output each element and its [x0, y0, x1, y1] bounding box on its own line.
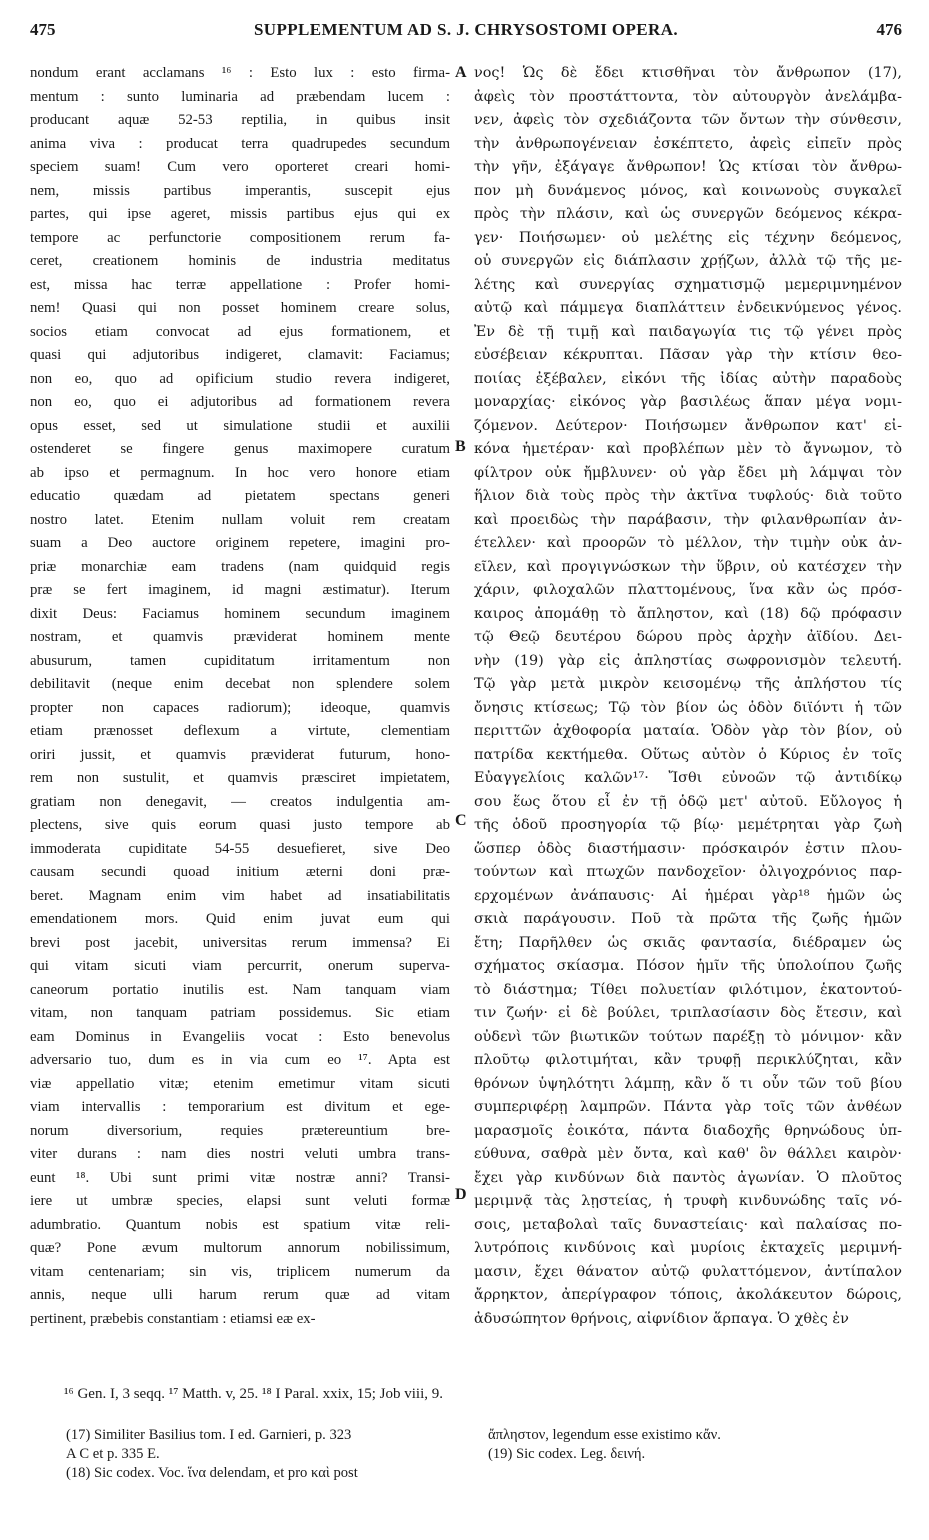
- latin-text-line: partes, qui ipse ageret, missis partibus ejus qui ex: [30, 206, 450, 222]
- critical-notes-left: [66, 1426, 466, 1483]
- note-line: (18) Sic codex. Voc. ἵνα delendam, et pro καὶ post: [66, 1465, 358, 1481]
- latin-text-line: gratiam non denegavit, — creatos indulgentia am-: [30, 793, 450, 810]
- greek-text-line: ποιίας ἐξέβαλεν, εἰκόνι τῆς ἰδίας αὐτὴν παραδοὺς: [474, 370, 902, 387]
- greek-text-line: πλοῦτῳ φιλοτιμήται, κἂν τρυφῇ περικλύζηται, κἂν: [474, 1052, 902, 1068]
- latin-text-line: opus esset, sed ut simulatione studii et auxilii: [30, 417, 450, 434]
- greek-text-line: ἀδυσώπητον θρήνοις, αἰφνίδιον ἅρπαγα. Ὁ χθὲς ἐν: [474, 1310, 849, 1327]
- latin-text-line: pertinent, præbebis constantiam : etiamsi eæ ex-: [30, 1310, 316, 1327]
- latin-text-line: socios etiam convocat ad ejus formationem, et: [30, 323, 450, 340]
- note-line: (17) Similiter Basilius tom. I ed. Garnieri, p. 323: [66, 1427, 352, 1443]
- latin-text-line: viæ appellatio vitæ; etenim emetimur vitam sicuti: [30, 1075, 450, 1092]
- latin-text-line: adversario tuo, dum es in via cum eo ¹⁷. Apta est: [30, 1052, 450, 1068]
- greek-text-line: μαρασμοῖς ἐοικότα, πάντα διαδοχῆς θρηνώδους ὑπ-: [474, 1122, 902, 1139]
- running-title: SUPPLEMENTUM AD S. J. CHRYSOSTOMI OPERA.: [253, 20, 679, 39]
- latin-text-line: beret. Magnam enim vim habet ad insatiabilitatis: [30, 887, 450, 904]
- latin-text-line: viter durans : nam dies nostri veluti umbra trans-: [30, 1146, 450, 1162]
- latin-text-line: propter non capaces radiorum); ideoque, quamvis: [30, 699, 450, 716]
- latin-text-line: nem! Quasi qui non posset hominem creare solus,: [30, 300, 450, 316]
- greek-text-line: ζόμενον. Δεύτερον· Ποιήσωμεν ἄνθρωπον κατ' εἰ-: [474, 417, 902, 434]
- greek-text-line: καὶ προειδὼς τὴν παράβασιν, τὴν φιλανθρωπίαν ἀν-: [474, 511, 902, 528]
- latin-text-line: priæ monarchiæ eam tradens (nam quidquid regis: [30, 558, 450, 575]
- latin-text-line: est, missa hac terræ appellatione : Profer homi-: [30, 276, 450, 293]
- greek-text-line: ἔχει γὰρ κινδύνων διὰ παντὸς ἀγωνίαν. Ὁ πλοῦτος: [474, 1169, 902, 1186]
- greek-text-line: τούντων καὶ πτωχῶν πανδοχεῖον· ὀλιγοχρόνιος παρ-: [474, 864, 902, 880]
- greek-text-line: εύθυνα, σαθρὰ μὲν ὄντα, καὶ καθ' ὃν θάλλει καιρὸν·: [474, 1146, 902, 1162]
- latin-text-line: educatio quædam ad pietatem spectans generi: [30, 488, 450, 504]
- greek-text-line: μασιν, ἔχει θάνατον αὐτῷ φυλαττόμενον, ἀντίπαλον: [474, 1263, 902, 1280]
- latin-text-line: nostram, et quamvis præviderat hominem mente: [30, 629, 450, 645]
- critical-notes-right: [488, 1426, 898, 1464]
- greek-text-line: χάριν, φιλοχαλῶν πλαττομένους, ἵνα κἂν ὡς πρόσ-: [474, 582, 902, 598]
- latin-text-line: nem, missis partibus imperantis, suscepit ejus: [30, 182, 450, 199]
- greek-text-line: σχήματος σκίασμα. Πόσον ἡμῖν τῆς ὑπολοίπου ζωῆς: [474, 958, 902, 974]
- page-number-right: 476: [876, 20, 902, 39]
- latin-text-line: brevi post jacebit, universitas rerum immensa? Ei: [30, 934, 450, 951]
- latin-text-line: vitam, non tanquam patriam possidemus. Sic etiam: [30, 1005, 450, 1021]
- greek-text-line: τὴν ἀνθρωπογένειαν ἐσκέπτετο, ἀφεὶς εἰπεῖν πρὸς: [474, 135, 902, 152]
- page-number-left: 475: [30, 20, 56, 39]
- greek-text-line: συμπεριφέρῃ λαμπρῶν. Πάντα γὰρ τοῖς τῶν ἀνθέων: [474, 1099, 902, 1115]
- greek-text-line: πατρίδα κεκτήμεθα. Οὕτως αὐτὸν ὁ Κύριος ἐν τοῖς: [474, 746, 902, 763]
- latin-text-line: mentum : sunto luminaria ad præbendam lucem :: [30, 88, 450, 105]
- greek-text-line: εὐσέβειαν κέκρυπται. Πᾶσαν γὰρ τὴν κτίσιν θεο-: [474, 347, 902, 363]
- greek-text-line: πον μὴ δυνάμενος μόνος, καὶ κοινωνοὺς συγκαλεῖ: [474, 182, 902, 199]
- latin-text-line: adumbratio. Quantum nobis est spatium vitæ reli-: [30, 1216, 450, 1233]
- greek-text-line: νὴν (19) γὰρ εἰς ἀπληστίας σωφρονισμὸν τελευτή.: [474, 652, 902, 669]
- greek-text-line: νος! Ὡς δὲ ἔδει κτισθῆναι τὸν ἄνθρωπον (17),: [474, 65, 902, 81]
- latin-text-line: suam a Deo auctore originem repetere, imagini pro-: [30, 535, 450, 551]
- latin-text-line: producant aquæ 52-53 reptilia, in quibus insit: [30, 112, 450, 128]
- latin-text-line: annis, neque ulli harum rerum quæ ad vitam: [30, 1287, 450, 1303]
- latin-text-line: qui vitam sicuti viam percurrit, onerum superva-: [30, 958, 450, 974]
- latin-text-line: præ se fert imaginem, id magni æstimatur). Iterum: [30, 582, 450, 598]
- greek-text-line: σκιὰ παράγουσιν. Ποῦ τὰ πρῶτα τῆς ζωῆς ἡμῶν: [474, 911, 902, 927]
- note-line: ἄπληστον, legendum esse existimo κἄν.: [488, 1427, 721, 1443]
- latin-text-line: emendationem mors. Quid enim juvat eum qui: [30, 911, 450, 927]
- latin-text-line: ab ipso et permagnum. In hoc vero honore etiam: [30, 464, 450, 481]
- latin-column: [30, 62, 450, 1358]
- note-line: A C et p. 335 E.: [66, 1446, 160, 1462]
- latin-text-line: ostenderet se fingere genus maximopere curatum: [30, 441, 450, 457]
- greek-text-line: φίλτρον οὐκ ἤμβλυνεν· οὐ γὰρ ἔδει μὴ λάμψαι τὸν: [474, 464, 902, 481]
- latin-text-line: speciem suam! Cum vero oporteret creari homi-: [30, 159, 450, 175]
- greek-text-line: έτελλεν· καὶ προορῶν τὸ μέλλον, τὴν τιμὴν οὐκ ἀν-: [474, 535, 902, 551]
- note-line: (19) Sic codex. Leg. δεινή.: [488, 1446, 646, 1462]
- greek-text-line: τιν ζωήν· εἰ δὲ βούλει, τριπλασίασιν δὸς ἔτεσιν, καὶ: [474, 1005, 902, 1021]
- greek-text-line: ἄρρηκτον, ἀπερίγραφον τόποις, ἀκολάκευτον δώροις,: [474, 1287, 902, 1303]
- greek-text-line: μοναρχίας· εἰκόνος γὰρ βασιλέως ἅπαν μέγα νομι-: [474, 394, 902, 410]
- latin-text-line: caneorum portatio inutilis est. Nam tanquam viam: [30, 981, 450, 998]
- latin-text-line: ceret, creationem hominis de industria meditatus: [30, 253, 450, 269]
- latin-text-line: tempore ac perfunctorie compositionem rerum fa-: [30, 229, 450, 246]
- latin-text-line: norum diversorium, requies prætereuntium bre-: [30, 1122, 450, 1139]
- greek-text-line: λυτρόποις κινδύνοις καὶ μυρίοις ἐκταχεῖς μεριμνή-: [474, 1240, 902, 1256]
- latin-text-line: nostro latet. Etenim nullam voluit rem creatam: [30, 511, 450, 528]
- latin-text-line: viam intervallis : temporarium est divitum et ege-: [30, 1099, 450, 1115]
- latin-text-line: quasi qui adjutoribus indigeret, clamavit: Faciamus;: [30, 347, 450, 363]
- greek-text-line: νεν, ἀφεὶς τὸν σχεδιάζοντα τῶν ὄντων τὴν σύνθεσιν,: [474, 112, 902, 128]
- latin-text-line: plectens, sive quis eorum quasi justo tempore ab: [30, 817, 450, 833]
- greek-text-line: πρὸς τὴν πλάσιν, καὶ ὡς συνεργῶν δεόμενος κέκρα-: [474, 206, 902, 222]
- greek-text-line: μεριμνᾷ τὰς λῃστείας, ἡ τρυφὴ κινδυνώδης ταῖς νό-: [474, 1193, 902, 1209]
- greek-text-line: λέτης καὶ συνεργίας σχηματισμῷ μεμεριμνημένον: [474, 276, 902, 293]
- greek-column: [474, 62, 902, 1358]
- latin-text-line: non eo, quo ei adjutoribus ad formationem revera: [30, 394, 450, 410]
- greek-text-line: καιρος ἀπομάθῃ τὸ ἄπληστον, καὶ (18) δῷ πρόφασιν: [474, 605, 902, 622]
- latin-text-line: dixit Deus: Faciamus hominem secundum imaginem: [30, 605, 450, 622]
- greek-text-line: ὄνησις κτίσεως; Τῷ τὸν βίον ὡς ὁδὸν διϊόντι ἡ τῶν: [474, 699, 902, 716]
- latin-text-line: non eo, quo ad opificium studio revera indigeret,: [30, 370, 450, 387]
- greek-text-line: θρόνων ὑψηλότητι λάμπῃ, κἂν ὅ τι οὖν τῶν τοῦ βίου: [474, 1075, 902, 1092]
- latin-text-line: abusurum, tamen cupiditatum irritamentum non: [30, 652, 450, 669]
- greek-text-line: Τῷ γὰρ μετὰ μικρὸν κεισομένῳ τῆς ἀπλήστου τίς: [474, 676, 902, 692]
- margin-marker-c: C: [455, 812, 467, 829]
- greek-text-line: περιττῶν ἀχθοφορία ματαία. Ὁδὸν γὰρ τὸν βίον, οὐ: [474, 723, 902, 739]
- greek-text-line: Ἐν δὲ τῇ τιμῇ καὶ παιδαγωγία τις τῷ γένει πρὸς: [474, 323, 902, 340]
- greek-text-line: ἀφεὶς τὸν προστάττοντα, τὸν αὐτουργὸν ἀνελάμβα-: [474, 88, 902, 105]
- greek-text-line: ὥσπερ ὁδὸς διαστήμασιν· πρόσκαιρόν ἐστιν πλου-: [474, 840, 902, 857]
- greek-text-line: σου ἕως ὅτου εἶ ἐν τῇ ὁδῷ μετ' αὐτοῦ. Εὔλογος ἡ: [474, 793, 902, 810]
- footnotes-references: ¹⁶ Gen. I, 3 seqq. ¹⁷ Matth. v, 25. ¹⁸ I Paral. xxix, 15; Job viii, 9.: [64, 1386, 444, 1402]
- latin-text-line: iere ut umbræ species, elapsi sunt veluti formæ: [30, 1193, 450, 1209]
- greek-text-line: ἔτη; Παρῆλθεν ὡς σκιᾶς φαντασία, διέδραμεν ὡς: [474, 934, 902, 951]
- greek-text-line: Εὐαγγελίοις καλῶν¹⁷· Ἴσθι εὐνοῶν τῷ ἀντιδίκῳ: [474, 770, 902, 786]
- greek-text-line: ερχομένων ἀνάπαυσις· Αἱ ἡμέραι γὰρ¹⁸ ἡμῶν ὡς: [474, 887, 902, 904]
- latin-text-line: immoderata cupiditate 54-55 desuefieret, sive Deo: [30, 840, 450, 857]
- greek-text-line: οὐδενὶ τῶν βιωτικῶν τούτων παρέξῃ τὸ μόνιμον· κἂν: [474, 1028, 902, 1045]
- latin-text-line: vitam centenariam; sin vis, triplicem numerum da: [30, 1263, 450, 1280]
- greek-text-line: εῖλεν, καὶ προγιγνώσκων τὴν ὕβριν, οὐ κατέσχεν τὴν: [474, 558, 902, 575]
- greek-text-line: οὐ συνεργῶν εἰς διάπλασιν χρῄζων, ἀλλὰ τῷ τῆς με-: [474, 253, 902, 269]
- latin-text-line: causam secundi quoad initium æterni doni præ-: [30, 864, 450, 880]
- margin-marker-b: B: [455, 438, 466, 455]
- greek-text-line: αὐτῷ καὶ πάμμεγα διαπλάττειν ἐνδεικνύμενος γένος.: [474, 300, 902, 316]
- greek-text-line: τῷ Θεῷ δευτέρου δώρου πρὸς ἀρχὴν ἀϊδίου. Δει-: [474, 629, 902, 645]
- margin-marker-d: D: [455, 1186, 467, 1203]
- latin-text-line: etiam prænosset deflexum a virtute, clementiam: [30, 723, 450, 739]
- greek-text-line: τὸ διάστημα; Τίθει πολυετίαν φιλότιμον, ἑκατοντού-: [474, 981, 902, 998]
- latin-text-line: debilitavit (neque enim decebat non splendere solem: [30, 676, 450, 692]
- greek-text-line: τὴν γῆν, ἐξάγαγε ἄνθρωπον! Ὡς κτίσαι τὸν ἄνθρω-: [474, 159, 902, 175]
- latin-text-line: anima viva : producat terra quadrupedes secundum: [30, 135, 450, 152]
- margin-marker-a: A: [455, 64, 467, 81]
- latin-text-line: quæ? Pone ævum multorum annorum nobilissimum,: [30, 1240, 450, 1256]
- latin-text-line: rem non sustulit, et quamvis præsciret impietatem,: [30, 770, 450, 786]
- latin-text-line: eunt ¹⁸. Ubi sunt primi vitæ nostræ anni? Transi-: [30, 1169, 450, 1186]
- greek-text-line: σοις, μεταβολαὶ ταῖς δυναστείαις· καὶ παλαίσας πο-: [474, 1216, 902, 1233]
- greek-text-line: τῆς ὁδοῦ προσηγορία τῷ βίῳ· μεμέτρηται γὰρ ζωὴ: [474, 817, 902, 833]
- greek-text-line: γεν· Ποιήσωμεν· οὐ μελέτης εἰς τέχνην δεόμενος,: [474, 229, 902, 246]
- greek-text-line: κόνα ἡμετέραν· καὶ προβλέπων μὲν τὸ ἄγνωμον, τὸ: [474, 441, 902, 457]
- page-header: [30, 20, 902, 48]
- latin-text-line: oriri jussit, et quamvis præviderat futurum, hono-: [30, 746, 450, 763]
- latin-text-line: eam Dominus in Evangeliis vocat : Esto benevolus: [30, 1028, 450, 1045]
- latin-text-line: nondum erant acclamans ¹⁶ : Esto lux : esto firma-: [30, 65, 450, 81]
- greek-text-line: ἥλιον διὰ τοὺς πρὸς τὴν ἀκτῖνα τυφλούς· διὰ τοῦτο: [474, 488, 902, 504]
